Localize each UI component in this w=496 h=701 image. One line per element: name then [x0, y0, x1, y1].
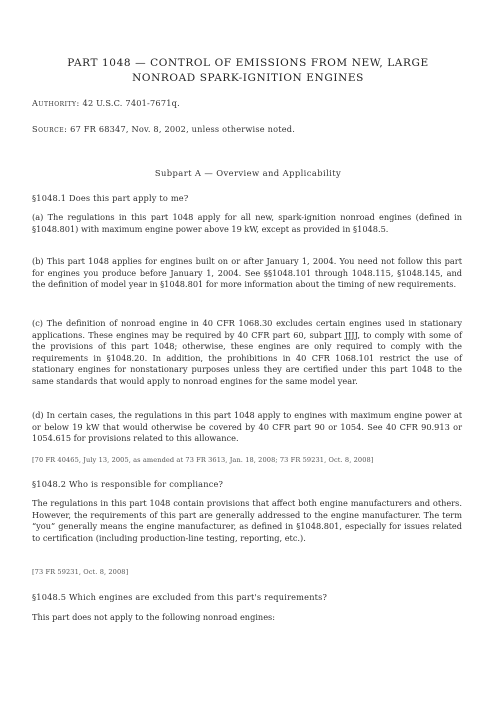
section-1048-2-citation: [73 FR 59231, Oct. 8, 2008]: [32, 568, 129, 576]
section-1048-1-para-d: (d) In certain cases, the regulations in this part 1048 apply to engines with maximum engine power at or below 19 kW that would otherwise be covered by 40 CFR part 90 or 1054. See 40 CFR 90.913 or 1054.615 for provisions related to this allowance.: [32, 410, 462, 444]
part-title: [40, 56, 456, 86]
source-label: Source:: [32, 124, 68, 134]
part-title-line-2: NONROAD SPARK-IGNITION ENGINES: [132, 72, 364, 84]
authority-text: 42 U.S.C. 7401-7671q.: [82, 98, 180, 108]
subpart-heading: Subpart A — Overview and Applicability: [154, 168, 342, 178]
section-1048-1-para-c: (c) The definition of nonroad engine in 40 CFR 1068.30 excludes certain engines used in stationary applications. These engines may be required by 40 CFR part 60, subpart JJJJ, to comply with some of the provisions of this part 1048; otherwise, these engines are only required to comply with the requirements in §1048.20. In addition, the prohibitions in 40 CFR 1068.101 restrict the use of stationary engines for nonstationary purposes unless they are certified under this part 1048 to the same standards that would apply to nonroad engines for the same model year.: [32, 318, 462, 386]
authority-label: Authority:: [32, 98, 80, 108]
section-1048-2-heading: §1048.2 Who is responsible for compliance?: [32, 479, 224, 489]
section-1048-1-citation: [70 FR 40465, July 13, 2005, as amended at 73 FR 3613, Jan. 18, 2008; 73 FR 59231, Oct. 8, 2008]: [32, 456, 374, 464]
source-text: 67 FR 68347, Nov. 8, 2002, unless otherwise noted.: [70, 124, 296, 134]
section-1048-1-para-a: (a) The regulations in this part 1048 apply for all new, spark-ignition nonroad engines (defined in §1048.801) with maximum engine power above 19 kW, except as provided in §1048.5.: [32, 212, 462, 234]
source-line: [32, 124, 295, 134]
section-1048-2-para: The regulations in this part 1048 contain provisions that affect both engine manufacturers and others. However, the requirements of this part are generally addressed to the engine manufacturer. The term “you” generally means the engine manufacturer, as defined in §1048.801, especially for issues related to certification (including production-line testing, reporting, etc.).: [32, 498, 462, 543]
part-title-line-1: PART 1048 — CONTROL OF EMISSIONS FROM NEW, LARGE: [67, 57, 429, 69]
section-1048-1-para-b: (b) This part 1048 applies for engines built on or after January 1, 2004. You need not follow this part for engines you produce before January 1, 2004. See §§1048.101 through 1048.115, §1048.145, and the definition of model year in §1048.801 for more information about the timing of new requirements.: [32, 256, 462, 290]
section-1048-1-heading: §1048.1 Does this part apply to me?: [32, 193, 189, 203]
authority-line: [32, 98, 180, 108]
section-1048-5-heading: §1048.5 Which engines are excluded from this part's requirements?: [32, 592, 328, 602]
section-1048-5-para: This part does not apply to the following nonroad engines:: [32, 612, 276, 622]
